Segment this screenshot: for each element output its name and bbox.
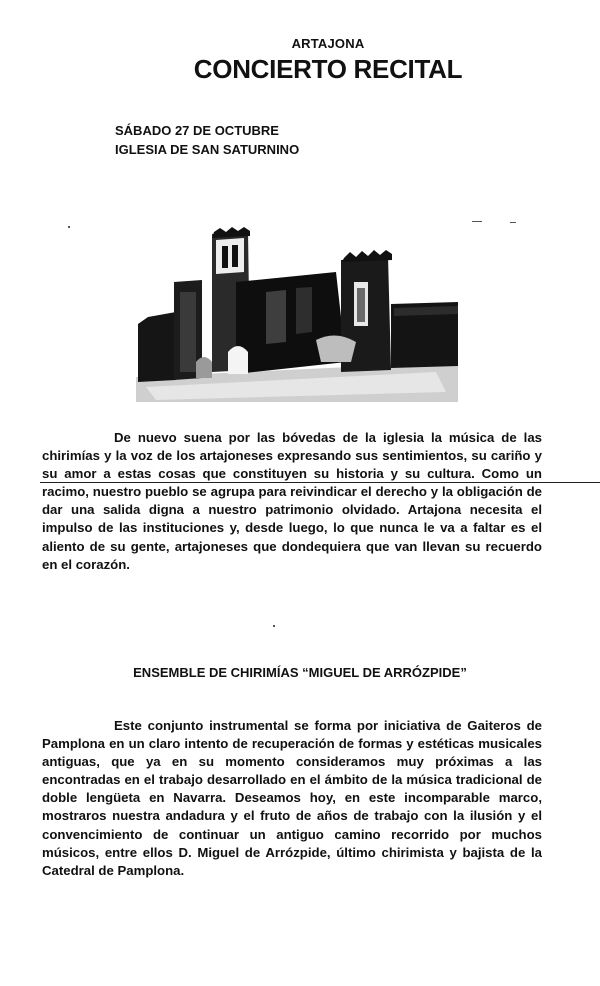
event-venue: IGLESIA DE SAN SATURNINO	[115, 142, 300, 157]
page-title: CONCIERTO RECITAL	[193, 54, 463, 84]
intro-paragraph: De nuevo suena por las bóvedas de la iglesia la música de las chirimías y la voz de los artajoneses expresando sus sentimientos, su cariño y su amor a estas cosas que constituyen su historia y su cultura. Como un racimo, nuestro pueblo se agrupa para reivindicar el derecho y la obligación de dar una salida digna a nuestro patrimonio olvidado. Artajona necesita el impulso de las instituciones y, desde luego, lo que nunca le va a faltar es el aliento de su gente, artajoneses que dondequiera que van llevan su recuerdo en el corazón.	[42, 430, 542, 572]
town-name: ARTAJONA	[291, 36, 365, 51]
event-date: SÁBADO 27 DE OCTUBRE	[115, 123, 279, 138]
scan-speck	[472, 221, 482, 222]
scan-speck	[510, 222, 516, 223]
ensemble-heading: ENSEMBLE DE CHIRIMÍAS “MIGUEL DE ARRÓZPIDE”	[133, 665, 467, 680]
ensemble-paragraph: Este conjunto instrumental se forma por iniciativa de Gaiteros de Pamplona en un claro intento de recuperación de formas y estéticas musicales antiguas, que ya en su momento consideramos muy próximas a las encontradas en el trabajo desarrollado en el ámbito de la música tradicional de doble lengüeta en Navarra. Deseamos hoy, en este incomparable marco, mostraros nuestra andadura y el fruto de años de trabajo con la ilusión y el convencimiento de continuar un antiguo camino recorrido por muchos músicos, entre ellos D. Miguel de Arrózpide, último chirimista y bajista de la Catedral de Pamplona.	[42, 718, 542, 878]
scan-speck	[273, 625, 275, 627]
church-photo	[136, 212, 458, 402]
scan-line	[40, 482, 600, 483]
scan-speck	[68, 226, 70, 228]
